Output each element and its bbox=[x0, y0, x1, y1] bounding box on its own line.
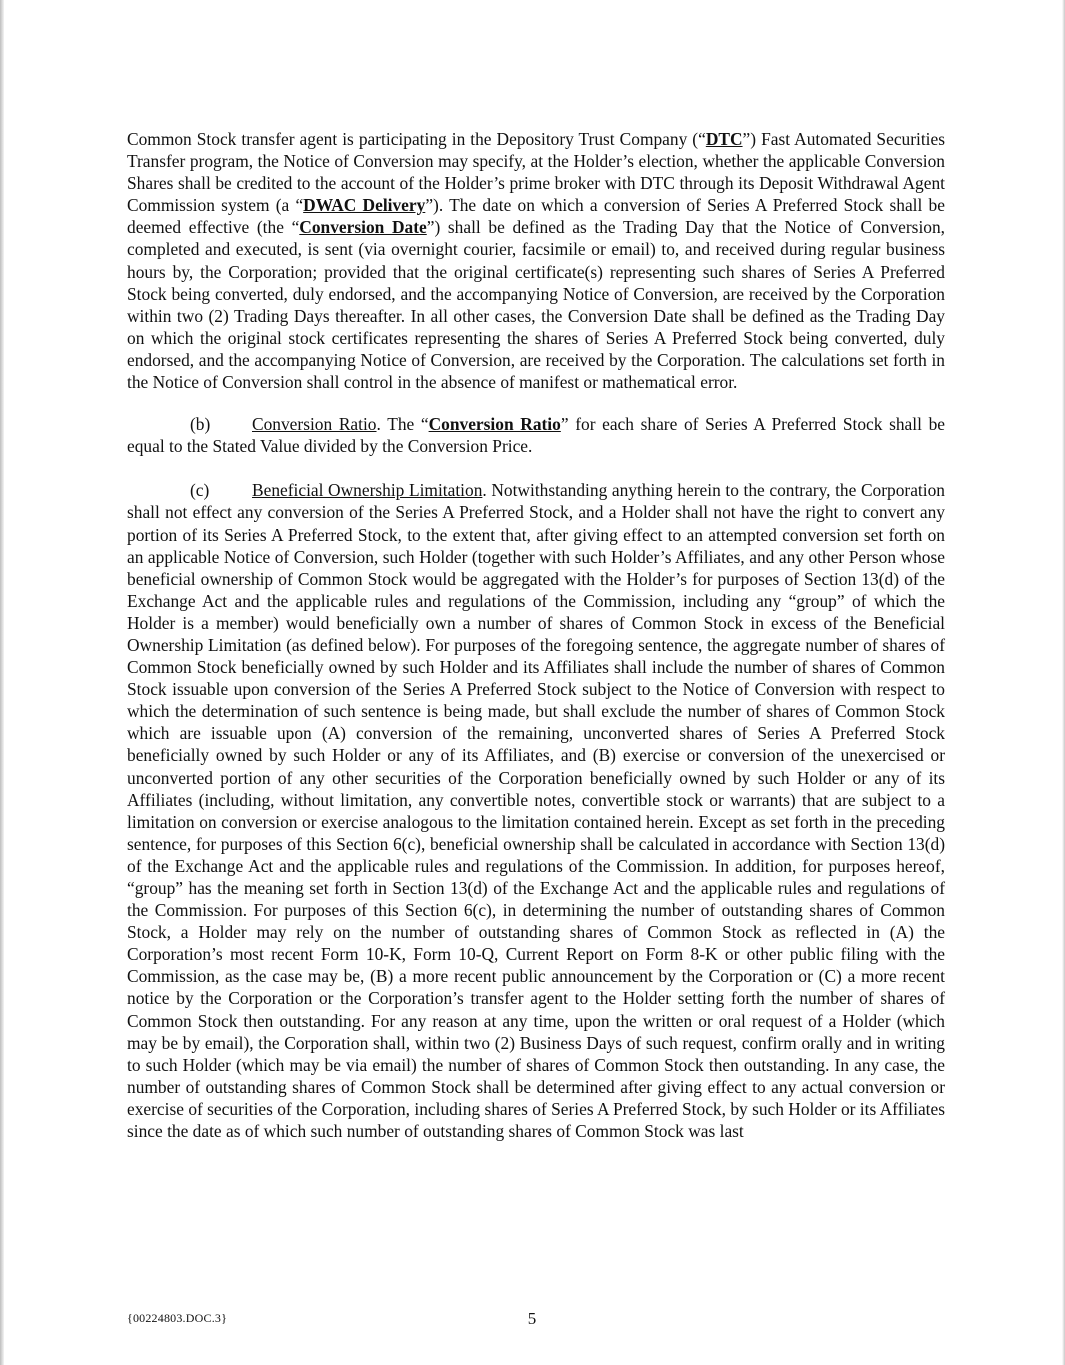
paragraph-c bbox=[127, 479, 945, 1142]
para-b-heading: Conversion Ratio bbox=[252, 414, 377, 435]
footer-document-id: {00224803.DOC.3} bbox=[127, 1311, 228, 1325]
para-a-text-1: Common Stock transfer agent is participating in the Depository Trust Company (“ bbox=[127, 129, 706, 149]
defined-term-dtc: DTC bbox=[705, 129, 743, 149]
para-a-text-4: ”) shall be defined as the Trading Day that the Notice of Conversion, completed and executed, is sent (via overnight courier, facsimile or email) to, and received during regular business hours by, the Corporation; provided that the original certificate(s) representing such shares of Series A Preferred Stock being converted, duly endorsed, and the accompanying Notice of Conversion, are received by the Corporation within two (2) Trading Days thereafter. In all other cases, the Conversion Date shall be defined as the Trading Day on which the original stock certificates representing the shares of Series A Preferred Stock being converted, duly endorsed, and the accompanying Notice of Conversion, are received by the Corporation. The calculations set forth in the Notice of Conversion shall control in the absence of manifest or mathematical error. bbox=[127, 217, 946, 393]
para-a-text-2: ”) Fast Automated Securities Transfer program, the Notice of Conversion may specify, at the Holder’s election, whether the applicable Conversion Shares shall be credited to the account of the Holder’s prime broker with DTC through its Deposit Withdrawal Agent Commission system (a “ bbox=[127, 129, 946, 216]
paragraph-a-continued bbox=[127, 128, 945, 393]
paragraph-b bbox=[127, 413, 945, 457]
defined-term-conversion-date: Conversion Date bbox=[299, 217, 427, 238]
para-b-text-1: . The “ bbox=[376, 414, 429, 435]
footer-page-number: 5 bbox=[527, 1309, 537, 1328]
defined-term-conversion-ratio: Conversion Ratio bbox=[428, 414, 561, 435]
para-b-text-2: ” for each share of Series A Preferred Stock shall be equal to the Stated Value divided by the Conversion Price. bbox=[127, 414, 945, 457]
para-c-body: . Notwithstanding anything herein to the contrary, the Corporation shall not effect any conversion of the Series A Preferred Stock, and a Holder shall not have the right to convert any portion of its Series A Preferred Stock, to the extent that, after giving effect to an attempted conversion set forth on an applicable Notice of Conversion, such Holder (together with such Holder’s Affiliates, and any other Person whose beneficial ownership of Common Stock would be aggregated with the Holder’s for purposes of Section 13(d) of the Exchange Act and the applicable rules and regulations of the Commission, including any “group” of which the Holder is a member) would beneficially own a number of shares of Common Stock in excess of the Beneficial Ownership Limitation (as defined below). For purposes of the foregoing sentence, the aggregate number of shares of Common Stock beneficially owned by such Holder and its Affiliates shall include the number of shares of Common Stock issuable upon conversion of the Series A Preferred Stock subject to the Notice of Conversion with respect to which the determination of such sentence is being made, but shall exclude the number of shares of Common Stock which are issuable upon (A) conversion of the remaining, unconverted shares of Series A Preferred Stock beneficially owned by such Holder or any of its Affiliates, and (B) exercise or conversion of the unexercised or unconverted portion of any other securities of the Corporation beneficially owned by such Holder or any of its Affiliates (including, without limitation, any convertible notes, convertible stock or warrants) that are subject to a limitation on conversion or exercise analogous to the limitation contained herein. Except as set forth in the preceding sentence, for purposes of this Section 6(c), beneficial ownership shall be calculated in accordance with Section 13(d) of the Exchange Act and the applicable rules and regulations of the Commission. In addition, for purposes hereof, “group” has the meaning set forth in Section 13(d) of the Exchange Act and the applicable rules and regulations of the Commission. For purposes of this Section 6(c), in determining the number of outstanding shares of Common Stock, a Holder may rely on the number of outstanding shares of Common Stock as reflected in (A) the Corporation’s most recent Form 10-K, Form 10-Q, Current Report on Form 8-K or other public filing with the Commission, as the case may be, (B) a more recent public announcement by the Corporation or (C) a more recent notice by the Corporation or the Corporation’s transfer agent to the Holder setting forth the number of shares of Common Stock then outstanding. For any reason at any time, upon the written or oral request of a Holder (which may be by email), the Corporation shall, within two (2) Business Days of such request, confirm orally and in writing to such Holder (which may be via email) the number of shares of Common Stock then outstanding. In any case, the number of outstanding shares of Common Stock shall be determined after giving effect to any actual conversion or exercise of securities of the Corporation, including shares of Series A Preferred Stock, by such Holder or its Affiliates since the date as of which such number of outstanding shares of Common Stock was last bbox=[127, 480, 945, 1142]
para-a-text-3: ”). The date on which a conversion of Series A Preferred Stock shall be deemed effective (the “ bbox=[127, 195, 945, 238]
para-c-label: (c) bbox=[190, 480, 210, 501]
document-body bbox=[127, 128, 945, 1142]
para-b-label: (b) bbox=[190, 414, 211, 435]
scan-edge-left bbox=[0, 0, 4, 1365]
defined-term-dwac-delivery: DWAC Delivery bbox=[303, 195, 426, 216]
para-c-heading: Beneficial Ownership Limitation bbox=[252, 480, 483, 501]
